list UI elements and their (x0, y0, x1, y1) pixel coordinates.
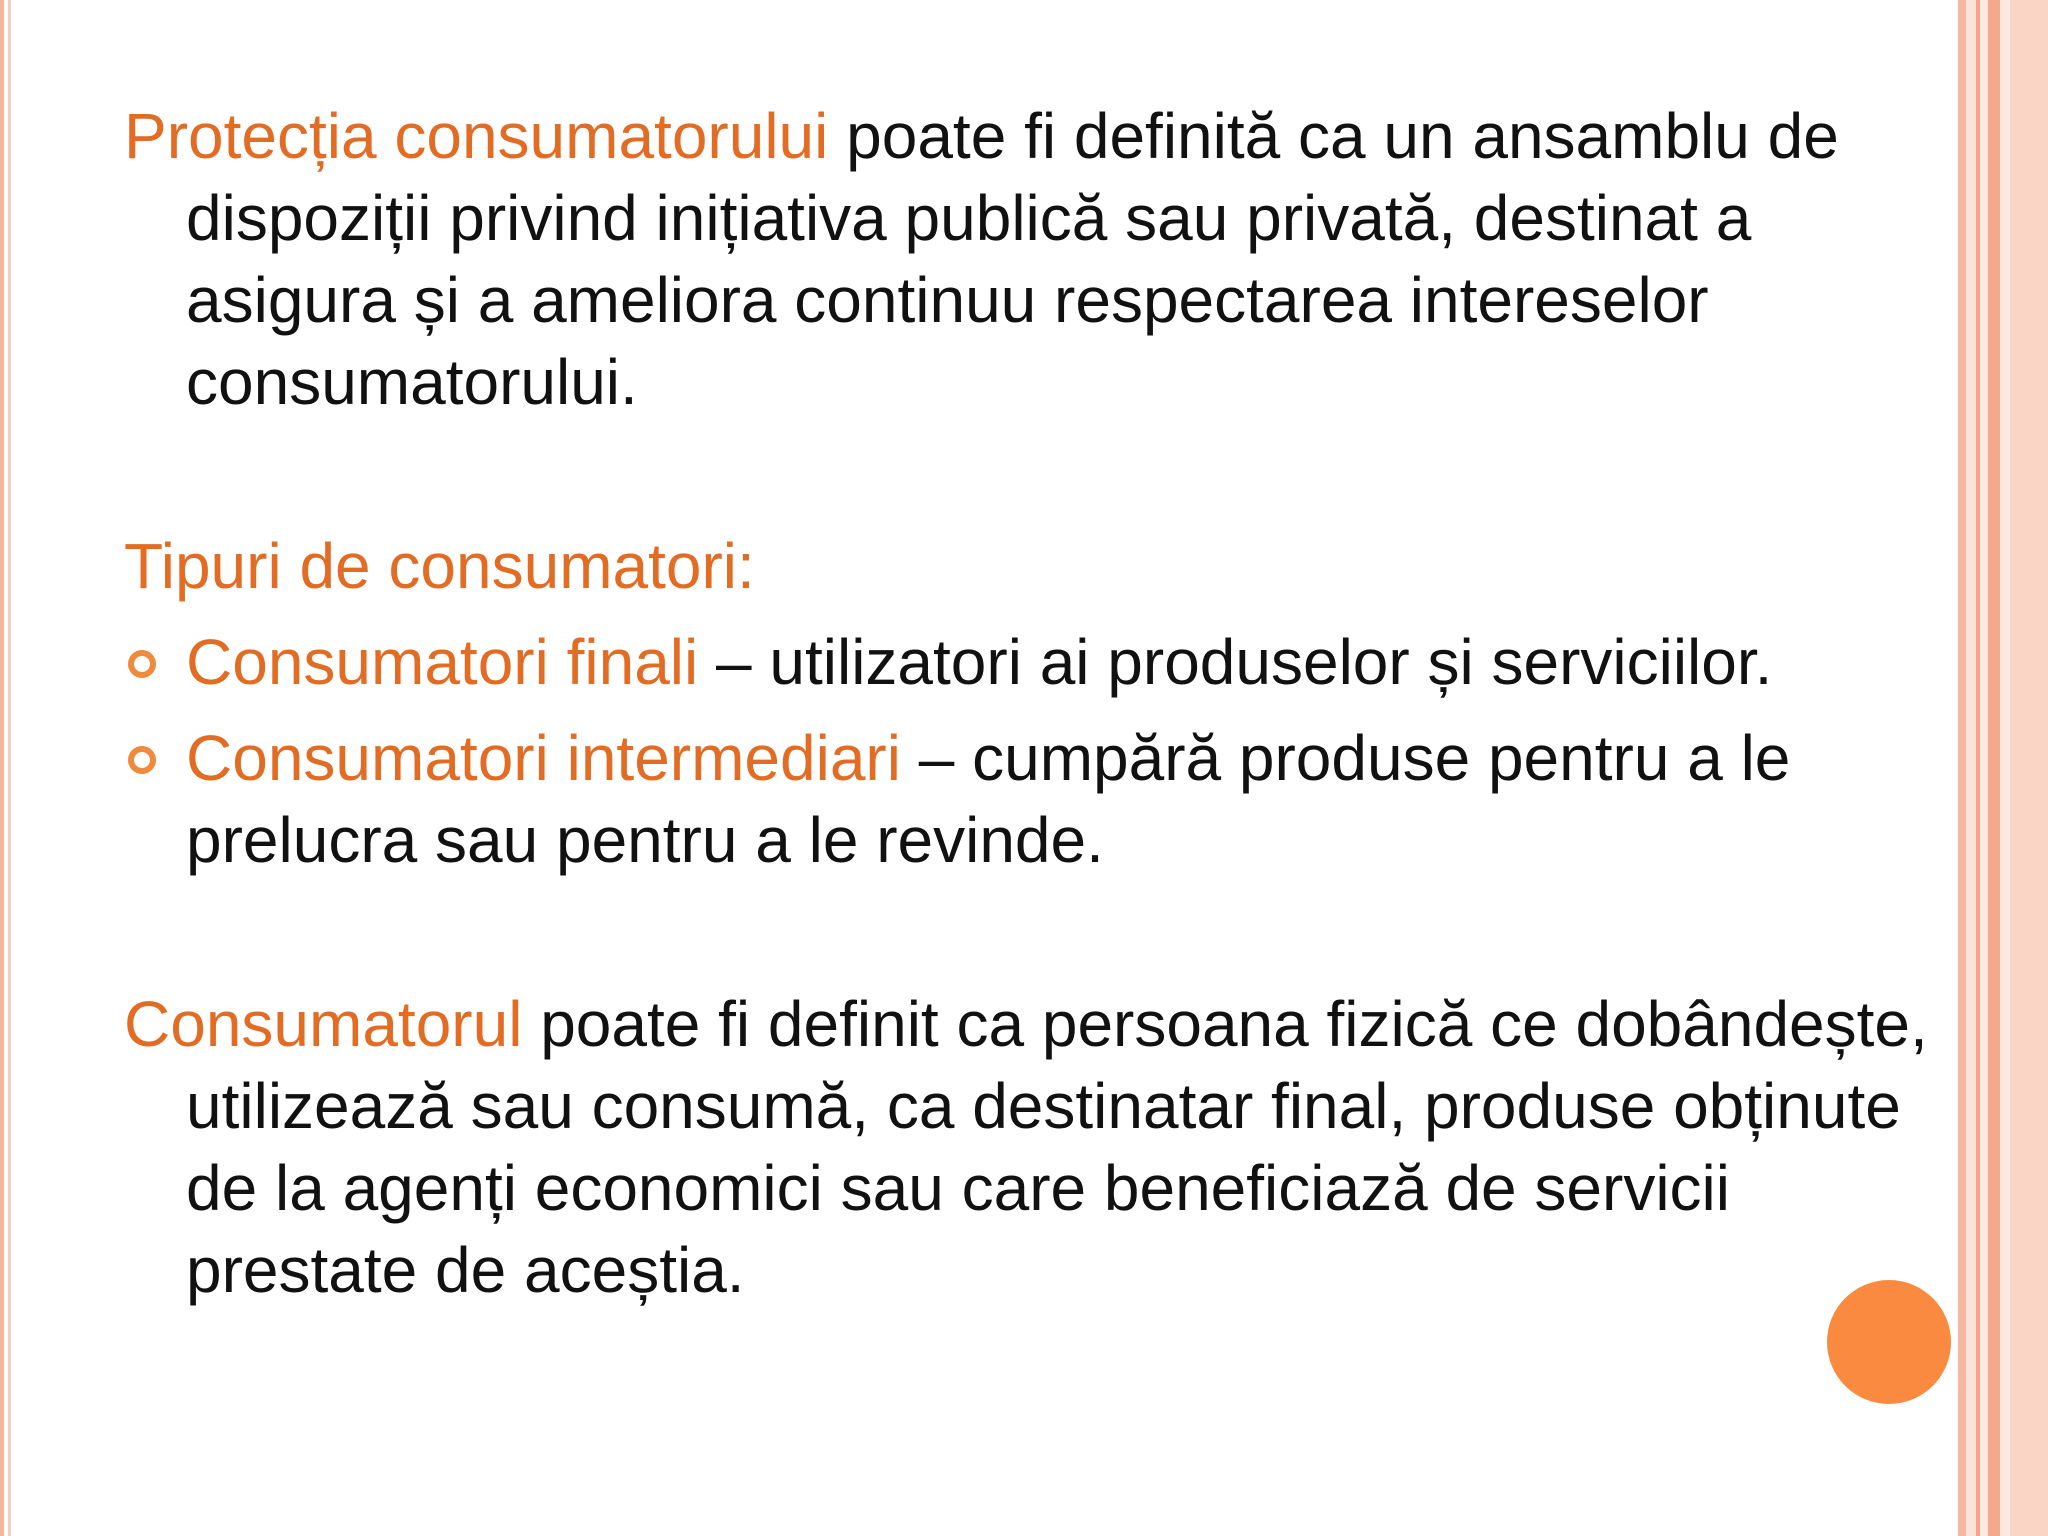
term-final-consumers: Consumatori finali (186, 626, 699, 698)
right-border-gap (1980, 0, 1988, 1536)
right-border-edge (2010, 0, 2048, 1536)
spacer (124, 881, 1944, 983)
left-border-stripe (0, 0, 4, 1536)
ring-bullet-icon (128, 746, 156, 774)
bullet-item-intermediate-consumers (124, 717, 1944, 881)
description-intermediate-consumers: – cumpără produse pentru a le prelucra sau pentru a le revinde. (186, 722, 1791, 876)
spacer (124, 703, 1944, 717)
right-border-band (1958, 0, 1966, 1536)
right-border-thick-line (1988, 0, 2000, 1536)
term-consumer-protection: Protecția consumatorului (124, 100, 829, 172)
definition-paragraph-protection (124, 95, 1944, 423)
term-intermediate-consumers: Consumatori intermediari (186, 722, 901, 794)
right-border-gap (1966, 0, 1976, 1536)
bullet-item-final-consumers (124, 621, 1944, 703)
left-border-stripe-inner (8, 0, 11, 1536)
ring-bullet-icon (128, 650, 156, 678)
term-consumer: Consumatorul (124, 988, 523, 1060)
definition-text-consumer: poate fi definit ca persoana fizică ce dobândește, utilizează sau consumă, ca destinatar final, produse obținute de la agenți economici sau care beneficiază de servicii prestate de aceștia. (186, 988, 1928, 1306)
consumer-types-heading: Tipuri de consumatori: (124, 530, 755, 602)
definition-paragraph-consumer (124, 983, 1944, 1311)
spacer (124, 607, 1944, 621)
definition-text-protection: poate fi definită ca un ansamblu de dispoziții privind inițiativa publică sau privată, destinat a asigura și a ameliora continuu respectarea intereselor consumatorului. (186, 100, 1839, 418)
description-final-consumers: – utilizatori ai produselor și serviciilor. (698, 626, 1773, 698)
right-border-gap (2000, 0, 2010, 1536)
spacer (124, 423, 1944, 525)
slide-content (124, 95, 1944, 1311)
orange-circle-decoration (1827, 1280, 1951, 1404)
